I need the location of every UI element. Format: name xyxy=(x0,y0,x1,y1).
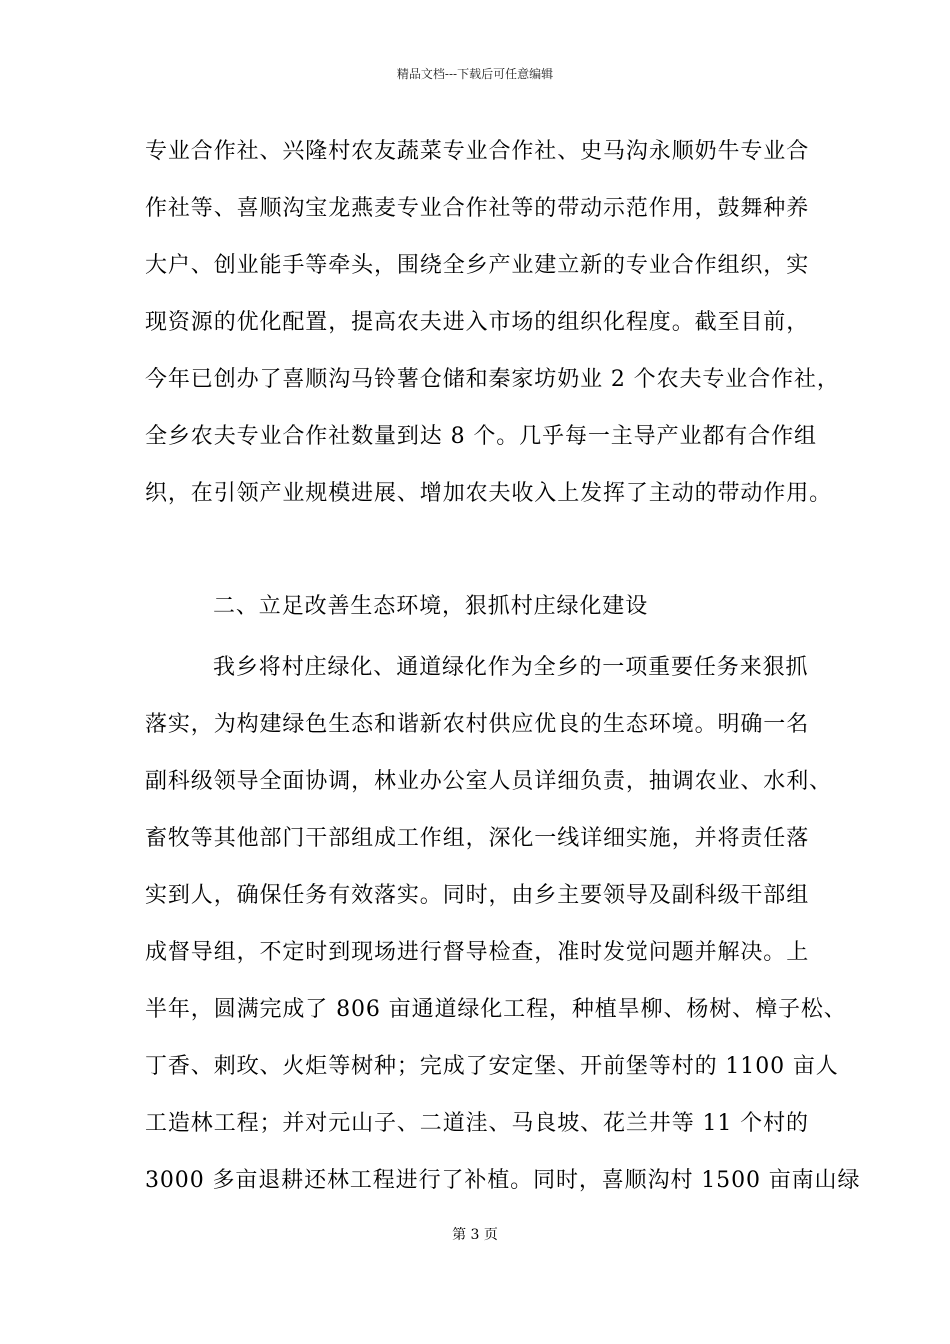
text-line: 半年，圆满完成了 806 亩通道绿化工程，种植旱柳、杨树、樟子松、 xyxy=(145,997,847,1022)
text-line: 今年已创办了喜顺沟马铃薯仓储和秦家坊奶业 2 个农夫专业合作社， xyxy=(145,367,840,392)
text-line: 成督导组，不定时到现场进行督导检查，准时发觉问题并解决。上 xyxy=(145,940,810,965)
text-line: 3000 多亩退耕还林工程进行了补植。同时，喜顺沟村 1500 亩南山绿 xyxy=(145,1168,861,1193)
text-line: 丁香、刺玫、火炬等树种；完成了安定堡、开前堡等村的 1100 亩人 xyxy=(145,1054,839,1079)
text-line: 专业合作社、兴隆村农友蔬菜专业合作社、史马沟永顺奶牛专业合 xyxy=(145,139,810,164)
text-line: 我乡将村庄绿化、通道绿化作为全乡的一项重要任务来狠抓 xyxy=(213,655,809,680)
text-line: 全乡农夫专业合作社数量到达 8 个。几乎每一主导产业都有合作组 xyxy=(145,424,817,449)
page-header: 精品文档---下载后可任意编辑 xyxy=(396,67,554,81)
page-number: 第 3 页 xyxy=(452,1227,498,1243)
text-line: 工造林工程；并对元山子、二道洼、马良坡、花兰井等 11 个村的 xyxy=(145,1111,809,1136)
text-line: 实到人，确保任务有效落实。同时，由乡主要领导及副科级干部组 xyxy=(145,883,810,908)
text-line: 作社等、喜顺沟宝龙燕麦专业合作社等的带动示范作用，鼓舞种养 xyxy=(145,196,810,221)
text-line: 现资源的优化配置，提高农夫进入市场的组织化程度。截至目前， xyxy=(145,310,810,335)
text-line: 织，在引领产业规模进展、增加农夫收入上发挥了主动的带动作用。 xyxy=(145,481,833,506)
text-line: 畜牧等其他部门干部组成工作组，深化一线详细实施，并将责任落 xyxy=(145,826,810,851)
text-line: 大户、创业能手等牵头，围绕全乡产业建立新的专业合作组织，实 xyxy=(145,253,810,278)
text-line: 落实，为构建绿色生态和谐新农村供应优良的生态环境。明确一名 xyxy=(145,712,810,737)
section-heading: 二、立足改善生态环境，狠抓村庄绿化建设 xyxy=(213,594,649,619)
text-line: 副科级领导全面协调，林业办公室人员详细负责，抽调农业、水利、 xyxy=(145,769,833,794)
